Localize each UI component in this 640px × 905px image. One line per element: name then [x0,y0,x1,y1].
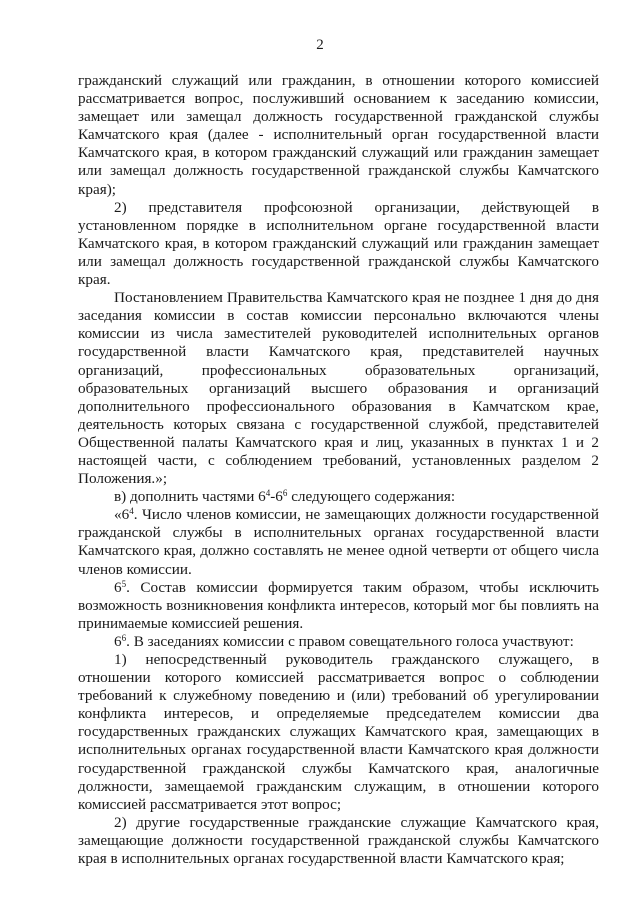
part-6-5-sup: 5 [121,578,127,589]
paragraph-item-2-trade-union: 2) представителя профсоюзной организации, действующей в установленном порядке в исполнительном органе государственной власти Камчатского края, в котором гражданский служащий или гражданин замещает или замещал должность государственной гражданской службы Камчатского края. [78,198,599,289]
paragraph-part-6-4 [78,506,599,578]
paragraph-item-2-other-servants: 2) другие государственные гражданские служащие Камчатского края, замещающие должности государственной гражданской службы Камчатского края в исполнительных органах государственной власти Камчатского края; [78,813,599,868]
part-6-6-text: . В заседаниях комиссии с правом совещательного голоса участвуют: [126,632,574,650]
paragraph-part-6-5 [78,579,599,633]
amendment-v-sup-end: 6 [282,488,288,499]
part-6-6-sup: 6 [121,632,127,643]
part-6-5-text: . Состав комиссии формируется таким образом, чтобы исключить возможность возникновения конфликта интересов, который мог бы повлиять на принимаемые комиссией решения. [78,578,599,632]
part-6-6-before: 6 [114,632,122,650]
paragraph-government-resolution: Постановлением Правительства Камчатского края не позднее 1 дня до дня заседания комиссии в состав комиссии персонально включаются члены комиссии из числа заместителей руководителей исполнительных органов государственной власти Камчатского края, представителей научных организаций, профессиональных образовательных организаций, образовательных организаций высшего образования и организаций дополнительного профессионального образования в Камчатском крае, деятельность которых связана с государственной службой, представителей Общественной палаты Камчатского края и лиц, указанных в пунктах 1 и 2 настоящей части, с соблюдением требований, установленных разделом 2 Положения.»; [78,289,599,488]
paragraph-amendment-v [78,488,599,506]
part-6-4-sup: 4 [129,506,134,517]
part-6-4-text: . Число членов комиссии, не замещающих должности государственной гражданской службы в исполнительных органах государственной власти Камчатского края, должно составлять не менее одной четверти от общего числа членов комиссии. [78,506,599,578]
paragraph-item-1-supervisor: 1) непосредственный руководитель гражданского служащего, в отношении которого комиссией рассматривается вопрос о соблюдении требований к служебному поведению и (или) требований об урегулировании конфликта интересов, и определяемые председателем комиссии два государственных гражданских служащих Камчатского края, замещающих в исполнительных органах государственной власти Камчатского края должности государственной гражданской службы Камчатского края, аналогичные должности, замещаемой гражданским служащим, в отношении которого комиссией рассматривается этот вопрос; [78,651,599,813]
amendment-v-after: следующего содержания: [287,488,456,506]
amendment-v-middle: -6 [270,488,283,506]
part-6-5-before: 6 [114,578,122,596]
page-number: 2 [316,37,324,53]
amendment-v-before: в) дополнить частями 6 [114,488,266,506]
paragraph-continuation: гражданский служащий или гражданин, в отношении которого комиссией рассматривается вопрос, послуживший основанием к заседанию комиссии, замещает или замещал должность государственной гражданской службы Камчатского края (далее - исполнительный орган государственной власти Камчатского края, в котором гражданский служащий или гражданин замещает или замещал должность государственной гражданской службы Камчатского края); [78,72,599,198]
part-6-4-before: «6 [114,506,130,524]
amendment-v-sup-start: 4 [265,488,271,499]
paragraph-part-6-6 [78,633,599,651]
document-body [78,72,599,868]
